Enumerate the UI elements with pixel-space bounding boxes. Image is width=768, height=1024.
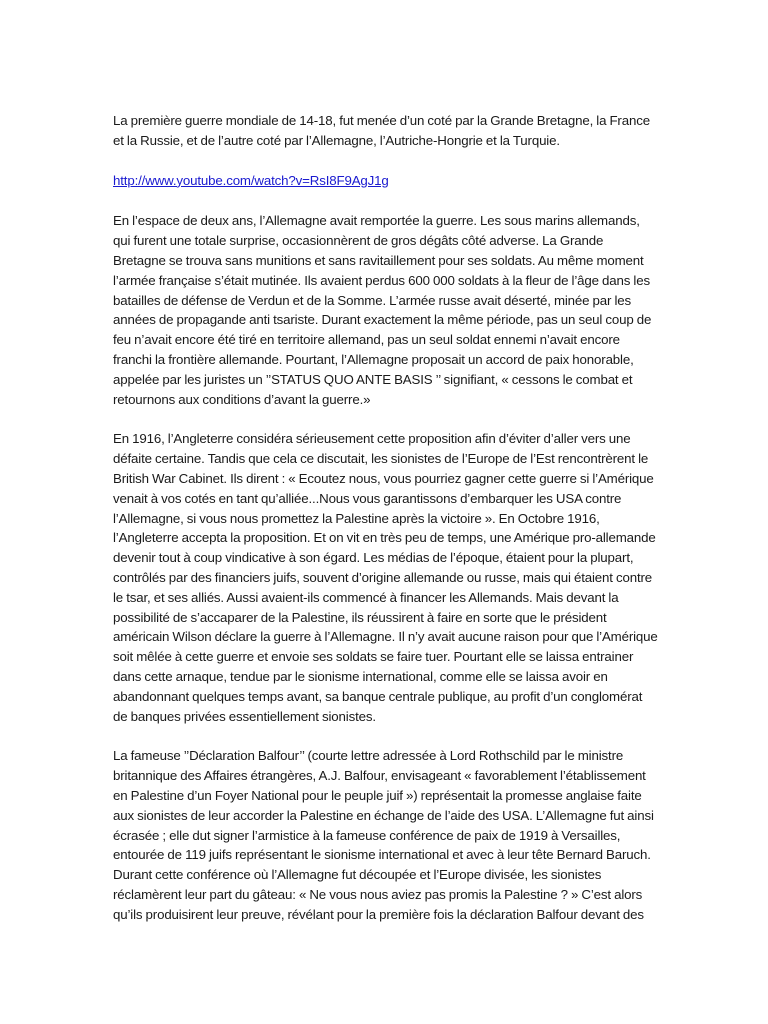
intro-paragraph: La première guerre mondiale de 14-18, fut menée d’un coté par la Grande Bretagne, la France et la Russie, et de l’autre coté par l’Allemagne, l’Autriche-Hongrie et la Turquie. bbox=[113, 113, 650, 148]
youtube-link[interactable]: http://www.youtube.com/watch?v=RsI8F9AgJ1g bbox=[113, 172, 389, 188]
video-link-paragraph bbox=[113, 171, 658, 191]
document-page bbox=[113, 111, 658, 944]
paragraph-1916-england: En 1916, l’Angleterre considéra sérieusement cette proposition afin d’éviter d’aller vers une défaite certaine. Tandis que cela ce discutait, les sionistes de l’Europe de l’Est rencontrèrent le British War Cabinet. Ils dirent : « Ecoutez nous, vous pourriez gagner cette guerre si l’Amérique venait à vos cotés en tant qu’alliée...Nous vous garantissons d’embarquer les USA contre l’Allemagne, si vous nous promettez la Palestine après la victoire ». En Octobre 1916, l’Angleterre accepta la proposition. Et on vit en très peu de temps, une Amérique pro-allemande devenir tout à coup vindicative à son égard. Les médias de l’époque, étaient pour la plupart, contrôlés par des financiers juifs, souvent d’origine allemande ou russe, mais qui étaient contre le tsar, et ses alliés. Aussi avaient-ils commencé à financer les Allemands. Mais devant la possibilité de s’accaparer de la Palestine, ils réussirent à faire en sorte que le président américain Wilson déclare la guerre à l’Allemagne. Il n’y avait aucune raison pour que l’Amérique soit mêlée à cette guerre et envoie ses soldats se faire tuer. Pourtant elle se laissa entrainer dans cette arnaque, tendue par le sionisme international, comme elle se laissa avoir en abandonnant quelques temps avant, sa banque centrale publique, au profit d’un conglomérat de banques privées essentiellement sionistes. bbox=[113, 431, 658, 724]
paragraph-balfour-declaration: La fameuse ’’Déclaration Balfour’’ (courte lettre adressée à Lord Rothschild par le ministre britannique des Affaires étrangères, A.J. Balfour, envisageant « favorablement l’établissement en Palestine d’un Foyer National pour le peuple juif ») représentait la promesse anglaise faite aux sionistes de leur accorder la Palestine en échange de l’aide des USA. L’Allemagne fut ainsi écrasée ; elle dut signer l’armistice à la fameuse conférence de paix de 1919 à Versailles, entourée de 119 juifs représentant le sionisme international et avec à leur tête Bernard Baruch. Durant cette conférence où l’Allemagne fut découpée et l’Europe divisée, les sionistes réclamèrent leur part du gâteau: « Ne vous nous aviez pas promis la Palestine ? » C’est alors qu’ils produisirent leur preuve, révélant pour la première fois la déclaration Balfour devant des bbox=[113, 748, 654, 922]
paragraph-german-victory: En l’espace de deux ans, l’Allemagne avait remportée la guerre. Les sous marins allemands, qui furent une totale surprise, occasionnèrent de gros dégâts côté adverse. La Grande Bretagne se trouva sans munitions et sans ravitaillement pour ses soldats. Au même moment l’armée française s’était mutinée. Ils avaient perdus 600 000 soldats à la fleur de l’âge dans les batailles de défense de Verdun et de la Somme. L’armée russe avait déserté, minée par les années de propagande anti tsariste. Durant exactement la même période, pas un seul coup de feu n’avait encore été tiré en territoire allemand, pas un seul soldat ennemi n’avait encore franchi la frontière allemande. Pourtant, l’Allemagne proposait un accord de paix honorable, appelée par les juristes un ’’STATUS QUO ANTE BASIS ’’ signifiant, « cessons le combat et retournons aux conditions d’avant la guerre.» bbox=[113, 213, 652, 407]
